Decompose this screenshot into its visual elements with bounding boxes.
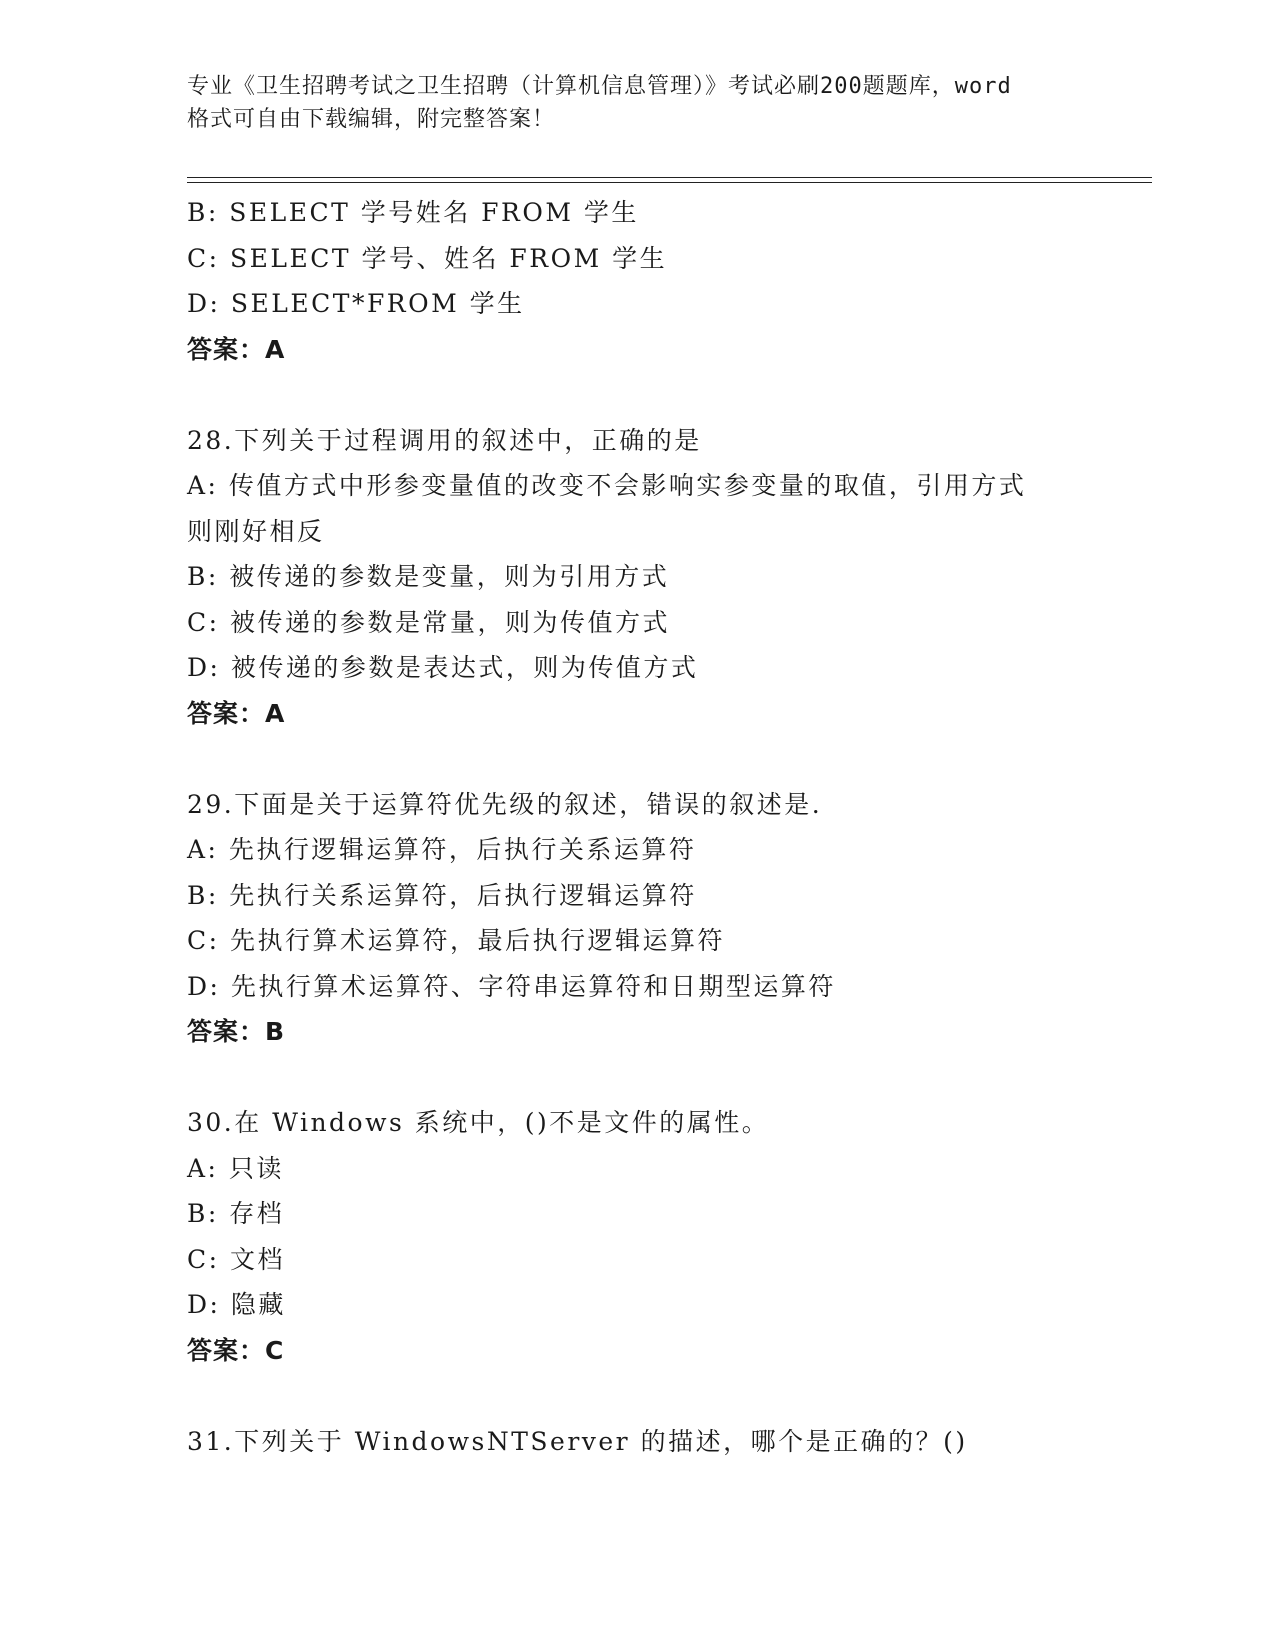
answer-line: 答案：A	[187, 334, 286, 364]
question-block-29	[187, 782, 1107, 1055]
option-b: B: 存档	[187, 1199, 285, 1228]
document-header	[187, 70, 1087, 136]
spacer	[187, 1055, 1107, 1101]
header-line-1: 专业《卫生招聘考试之卫生招聘（计算机信息管理）》考试必刷200题题库，word	[187, 74, 1012, 99]
question-block-28	[187, 418, 1107, 737]
option-d: D: SELECT*FROM 学生	[187, 289, 525, 318]
option-d: D: 隐藏	[187, 1290, 286, 1319]
question-stem: 28.下列关于过程调用的叙述中，正确的是	[187, 425, 702, 455]
answer-line: 答案：C	[187, 1335, 285, 1365]
option-c: C: 先执行算术运算符，最后执行逻辑运算符	[187, 926, 725, 955]
answer-line: 答案：A	[187, 698, 286, 728]
question-stem: 31.下列关于 WindowsNTServer 的描述，哪个是正确的？()	[187, 1426, 968, 1456]
spacer	[187, 1373, 1107, 1419]
option-b: B: 被传递的参数是变量，则为引用方式	[187, 562, 670, 591]
option-d: D: 被传递的参数是表达式，则为传值方式	[187, 653, 699, 682]
question-block-31	[187, 1419, 1107, 1465]
option-b: B: 先执行关系运算符，后执行逻辑运算符	[187, 880, 697, 910]
answer-line: 答案：B	[187, 1017, 286, 1046]
header-divider-top	[187, 177, 1152, 178]
option-c: C: 文档	[187, 1244, 285, 1274]
option-c: C: SELECT 学号、姓名 FROM 学生	[187, 243, 668, 273]
option-a: A: 先执行逻辑运算符，后执行关系运算符	[187, 835, 697, 864]
header-line-2: 格式可自由下载编辑，附完整答案！	[187, 107, 556, 132]
spacer	[187, 736, 1107, 782]
option-b: B: SELECT 学号姓名 FROM 学生	[187, 198, 639, 227]
option-d: D: 先执行算术运算符、字符串运算符和日期型运算符	[187, 971, 836, 1001]
option-c: C: 被传递的参数是常量，则为传值方式	[187, 607, 670, 637]
question-stem: 30.在 Windows 系统中，()不是文件的属性。	[187, 1108, 770, 1137]
header-divider-bottom	[187, 182, 1152, 183]
option-a: A: 只读	[187, 1153, 284, 1183]
question-block-27	[187, 190, 1107, 372]
question-stem: 29.下面是关于运算符优先级的叙述，错误的叙述是.	[187, 789, 823, 819]
spacer	[187, 372, 1107, 418]
question-list	[187, 190, 1107, 1464]
option-a: A: 传值方式中形参变量值的改变不会影响实参变量的取值，引用方式则刚好相反	[187, 471, 1027, 546]
question-block-30	[187, 1100, 1107, 1373]
